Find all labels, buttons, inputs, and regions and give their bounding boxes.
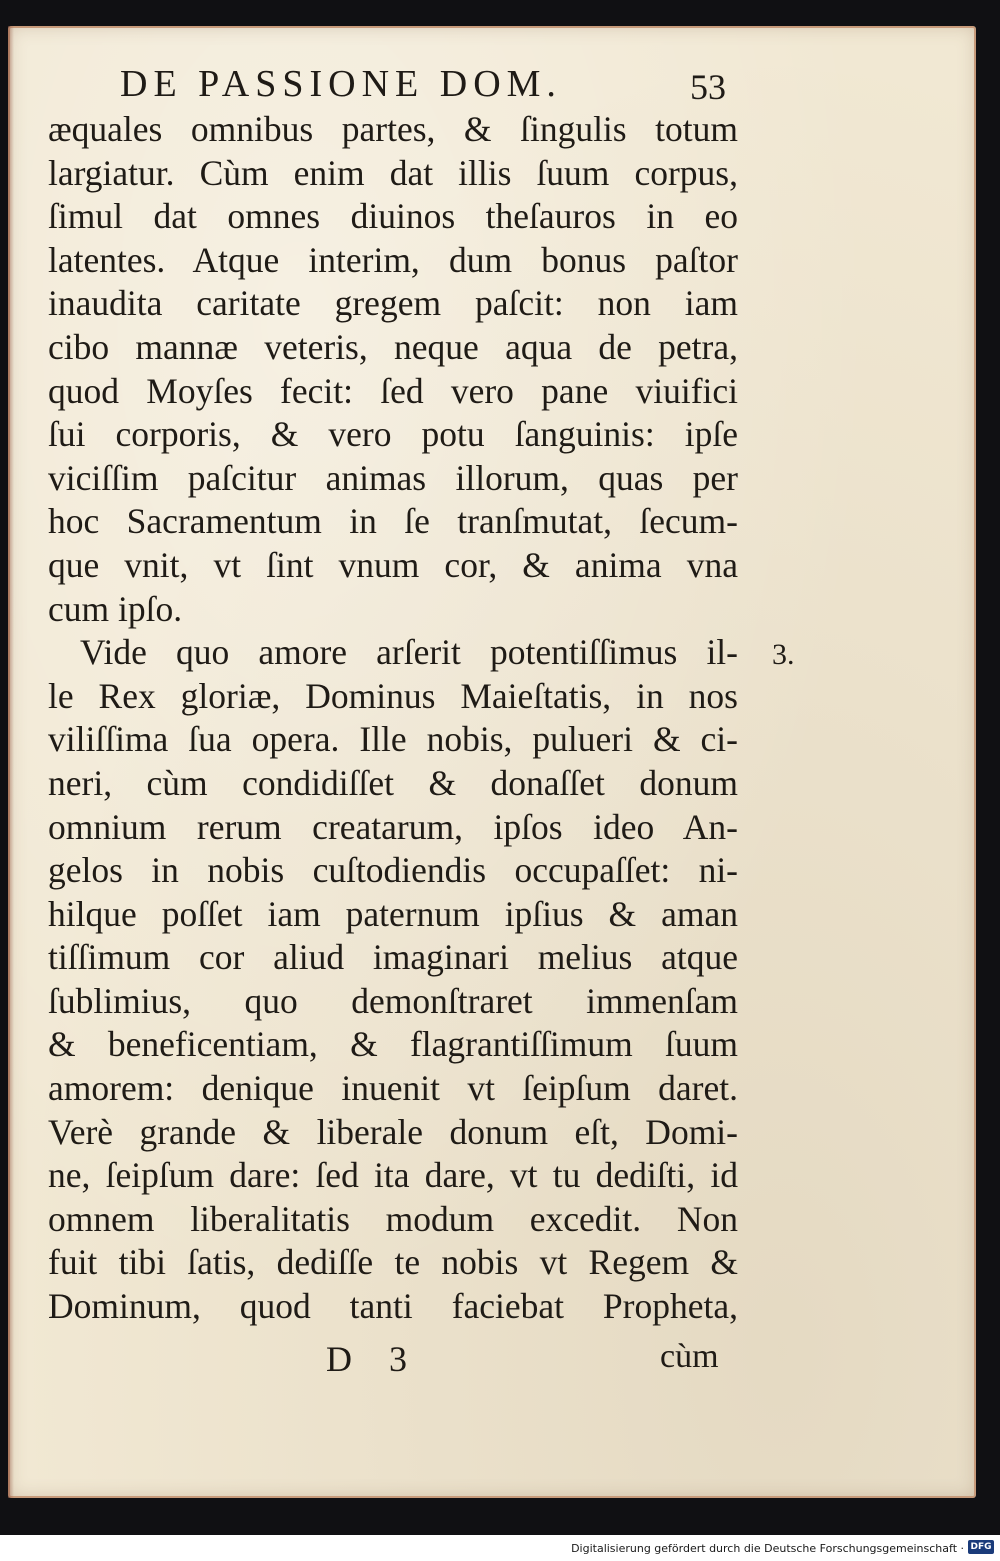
text-line: largiatur. Cùm enim dat illis ſuum corpus, bbox=[48, 152, 738, 193]
text-line-paragraph-start: Vide quo amore arſerit potentiſſimus il- bbox=[80, 632, 738, 673]
text-line: ſui corporis, & vero potu ſanguinis: ipſe bbox=[48, 414, 738, 455]
page-edge bbox=[8, 26, 14, 1498]
page-number: 53 bbox=[690, 67, 726, 107]
text-line: neri, cùm condidiſſet & donaſſet donum bbox=[48, 762, 738, 803]
dfg-logo-icon: DFG bbox=[968, 1540, 994, 1554]
text-line: viciſſim paſcitur animas illorum, quas per bbox=[48, 457, 738, 498]
text-line: inaudita caritate gregem paſcit: non iam bbox=[48, 283, 738, 324]
text-line: omnem liberalitatis modum excedit. Non bbox=[48, 1198, 738, 1239]
text-line: Dominum, quod tanti faciebat Propheta, bbox=[48, 1286, 738, 1327]
footer-credit: Digitalisierung gefördert durch die Deutsche Forschungsgemeinschaft · bbox=[571, 1542, 964, 1555]
text-line: tiſſimum cor aliud imaginari melius atque bbox=[48, 937, 738, 978]
text-line: hoc Sacramentum in ſe tranſmutat, ſecum- bbox=[48, 501, 738, 542]
text-line: cum ipſo. bbox=[48, 588, 183, 629]
text-line: æquales omnibus partes, & ſingulis totum bbox=[48, 109, 738, 149]
running-head: DE PASSIONE DOM. bbox=[120, 63, 562, 105]
text-line: fuit tibi ſatis, dediſſe te nobis vt Regem & bbox=[48, 1242, 738, 1283]
text-line: ſimul dat omnes diuinos theſauros in eo bbox=[48, 196, 738, 237]
text-line: Verè grande & liberale donum eſt, Domi- bbox=[48, 1111, 738, 1152]
text-line: cibo mannæ veteris, neque aqua de petra, bbox=[48, 326, 738, 367]
margin-note: 3. bbox=[772, 638, 795, 671]
text-line: quod Moyſes fecit: ſed vero pane viuifici bbox=[48, 370, 738, 411]
text-line: ne, ſeipſum dare: ſed ita dare, vt tu dediſti, id bbox=[48, 1155, 738, 1196]
catchword: cùm bbox=[660, 1338, 719, 1375]
text-line: que vnit, vt ſint vnum cor, & anima vna bbox=[48, 544, 738, 585]
body-text bbox=[48, 108, 738, 1329]
text-line: ſublimius, quo demonſtraret immenſam bbox=[48, 980, 738, 1021]
text-line: gelos in nobis cuſtodiendis occupaſſet: ni- bbox=[48, 850, 738, 891]
signature-mark: D 3 bbox=[326, 1339, 421, 1379]
text-line: hilque poſſet iam paternum ipſius & aman bbox=[48, 893, 738, 934]
text-line: viliſſima ſua opera. Ille nobis, pulueri & ci- bbox=[48, 719, 738, 760]
text-line: omnium rerum creatarum, ipſos ideo An- bbox=[48, 806, 738, 847]
text-line: latentes. Atque interim, dum bonus paſtor bbox=[48, 239, 738, 280]
text-line: amorem: denique inuenit vt ſeipſum daret. bbox=[48, 1068, 738, 1109]
text-line: le Rex gloriæ, Dominus Maieſtatis, in nos bbox=[48, 675, 738, 716]
text-line: & beneficentiam, & flagrantiſſimum ſuum bbox=[48, 1024, 738, 1065]
